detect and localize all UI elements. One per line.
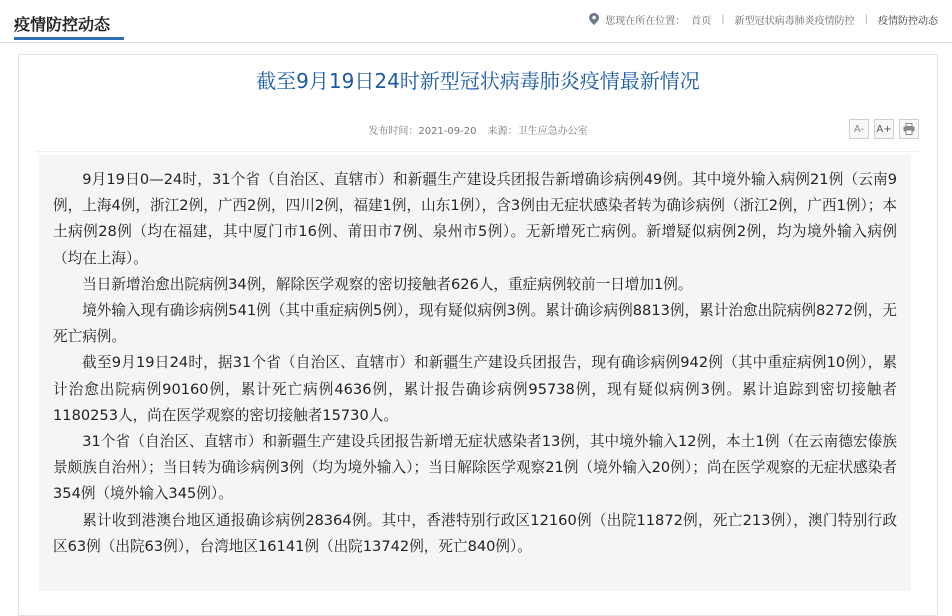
- paragraph: 当日新增治愈出院病例34例，解除医学观察的密切接触者626人，重症病例较前一日增加1例。: [82, 275, 693, 293]
- article-tools: [849, 119, 919, 139]
- font-larger-button[interactable]: A+: [874, 119, 894, 139]
- section-title: 疫情防控动态: [14, 15, 111, 34]
- print-button[interactable]: [899, 119, 919, 139]
- location-pin-icon: [589, 13, 599, 25]
- paragraph: 境外输入现有确诊病例541例（其中重症病例5例），现有疑似病例3例。累计确诊病例8813例，累计治愈出院病例8272例，无死亡病例。: [53, 302, 897, 346]
- breadcrumb-home[interactable]: 首页: [691, 15, 712, 27]
- breadcrumb-current: 疫情防控动态: [878, 15, 938, 27]
- article-title: 截至9月19日24时新型冠状病毒肺炎疫情最新情况: [256, 69, 700, 93]
- source-label: 来源：: [487, 126, 518, 137]
- paragraph: 累计收到港澳台地区通报确诊病例28364例。其中，香港特别行政区12160例（出院11872例，死亡213例），澳门特别行政区63例（出院63例），台湾地区16141例（出院13742例，死亡840例）。: [53, 511, 897, 555]
- article-body: [39, 155, 911, 591]
- paragraph: 31个省（自治区、直辖市）和新疆生产建设兵团报告新增无症状感染者13例，其中境外输入12例，本土1例（在云南德宏傣族景颇族自治州）；当日转为确诊病例3例（均为境外输入）；当日解除医学观察21例（境外输入20例）；尚在医学观察的无症状感染者354例（境外输入345例）。: [53, 433, 897, 503]
- font-smaller-button[interactable]: A-: [849, 119, 869, 139]
- publish-date-wrap: [368, 126, 476, 137]
- print-icon: [903, 123, 915, 135]
- source-wrap: [488, 126, 588, 137]
- section-title-underline: [14, 37, 124, 40]
- source-value: 卫生应急办公室: [517, 126, 588, 137]
- breadcrumb-separator: |: [721, 13, 725, 25]
- publish-label: 发布时间：: [368, 126, 419, 137]
- article-meta: [19, 122, 937, 137]
- paragraph: 截至9月19日24时，据31个省（自治区、直辖市）和新疆生产建设兵团报告，现有确诊病例942例（其中重症病例10例），累计治愈出院病例90160例，累计死亡病例4636例，累计报告确诊病例95738例，现有疑似病例3例。累计追踪到密切接触者1180253人，尚在医学观察的密切接触者15730人。: [53, 354, 897, 424]
- meta-divider: [37, 151, 919, 152]
- article-card: [18, 54, 938, 616]
- breadcrumb-separator: |: [864, 13, 868, 25]
- breadcrumb-location-label: 您现在所在位置：: [605, 15, 686, 27]
- breadcrumb-covid-prevention[interactable]: 新型冠状病毒肺炎疫情防控: [734, 15, 855, 27]
- breadcrumb: [589, 11, 938, 27]
- top-bar: [0, 0, 952, 43]
- publish-date: 2021-09-20: [418, 126, 477, 137]
- paragraph: 9月19日0—24时，31个省（自治区、直辖市）和新疆生产建设兵团报告新增确诊病例49例。其中境外输入病例21例（云南9例，上海4例，浙江2例，广西2例，四川2例，福建1例，山东1例），含3例由无症状感染者转为确诊病例（浙江2例，广西1例）；本土病例28例（均在福建，其中厦门市16例、莆田市7例、泉州市5例）。无新增死亡病例。新增疑似病例2例，均为境外输入病例（均在上海）。: [53, 171, 897, 267]
